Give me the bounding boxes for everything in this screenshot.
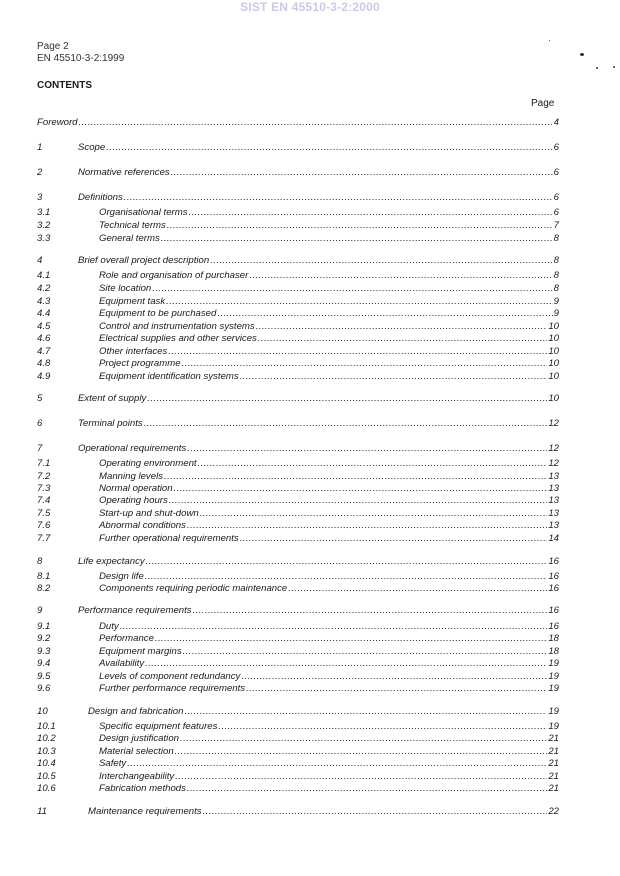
toc-row — [37, 656, 559, 669]
toc-title: Project programme — [99, 358, 181, 369]
toc-title: Specific equipment features — [99, 721, 218, 732]
toc-title: Material selection — [99, 746, 174, 757]
toc-entry — [78, 556, 559, 567]
toc-row — [37, 554, 559, 567]
toc-section-number: 4.9 — [37, 371, 51, 382]
toc-entry — [78, 418, 559, 429]
toc-leader-dots — [124, 192, 553, 203]
toc-page-number: 10 — [548, 393, 559, 404]
toc-section-number: 10.5 — [37, 771, 56, 782]
toc-title: Normative references — [78, 167, 170, 178]
toc-title: Further operational requirements — [99, 533, 239, 544]
toc-entry — [99, 658, 559, 669]
toc-section-number: 9.2 — [37, 633, 51, 644]
toc-section-number: 7.5 — [37, 508, 51, 519]
toc-page-number: 21 — [548, 758, 559, 769]
toc-leader-dots — [187, 520, 547, 531]
toc-page-number: 6 — [553, 142, 559, 153]
toc-title: Safety — [99, 758, 127, 769]
toc-title: Availability — [99, 658, 145, 669]
toc-page-number: 10 — [548, 358, 559, 369]
toc-page-number: 21 — [548, 733, 559, 744]
toc-leader-dots — [167, 220, 553, 231]
toc-title: Site location — [99, 283, 152, 294]
toc-title: Interchangeability — [99, 771, 175, 782]
toc-page-number: 13 — [548, 483, 559, 494]
toc-entry — [99, 233, 559, 244]
toc-title: Organisational terms — [99, 207, 188, 218]
toc-page-number: 12 — [548, 418, 559, 429]
toc-page-number: 13 — [548, 520, 559, 531]
toc-section-number: 3.3 — [37, 233, 51, 244]
toc-leader-dots — [147, 393, 547, 404]
toc-row — [37, 441, 559, 454]
toc-entry — [78, 393, 559, 404]
toc-leader-dots — [169, 495, 548, 506]
scan-speck — [549, 40, 550, 41]
toc-entry — [78, 167, 559, 178]
toc-row — [37, 115, 559, 128]
toc-entry — [88, 806, 559, 817]
toc-title: Maintenance requirements — [88, 806, 202, 817]
toc-title: Brief overall project description — [78, 255, 210, 266]
toc-leader-dots — [187, 443, 547, 454]
toc-leader-dots — [184, 706, 547, 717]
toc-section-number: 1 — [37, 142, 43, 153]
toc-page-number: 16 — [548, 605, 559, 616]
toc-section-number: 7.4 — [37, 495, 51, 506]
toc-row — [37, 369, 559, 382]
toc-entry — [99, 683, 559, 694]
toc-section-number: 4.6 — [37, 333, 51, 344]
toc-title: Life expectancy — [78, 556, 145, 567]
scan-speck — [596, 67, 598, 69]
toc-leader-dots — [288, 583, 547, 594]
toc-row — [37, 531, 559, 544]
toc-title: Other interfaces — [99, 346, 168, 357]
toc-row — [37, 518, 559, 531]
toc-section-number: 4.1 — [37, 270, 51, 281]
toc-section-number: 9 — [37, 605, 43, 616]
toc-row — [37, 205, 559, 218]
toc-page-number: 16 — [548, 556, 559, 567]
toc-section-number: 8.1 — [37, 571, 51, 582]
toc-section-number: 4.8 — [37, 358, 51, 369]
toc-section-number: 10.6 — [37, 783, 56, 794]
toc-page-number: 19 — [548, 706, 559, 717]
toc-entry — [78, 192, 559, 203]
toc-entry — [99, 758, 559, 769]
toc-section-number: 4 — [37, 255, 43, 266]
toc-section-number: 10.3 — [37, 746, 56, 757]
toc-entry — [99, 783, 559, 794]
toc-page-number: 22 — [548, 806, 559, 817]
toc-title: Technical terms — [99, 220, 166, 231]
toc-title: General terms — [99, 233, 160, 244]
toc-title: Performance requirements — [78, 605, 192, 616]
toc-entry — [99, 358, 559, 369]
toc-entry — [99, 207, 559, 218]
toc-title: Design and fabrication — [88, 706, 184, 717]
toc-entry — [99, 270, 559, 281]
toc-section-number: 4.7 — [37, 346, 51, 357]
toc-row — [37, 681, 559, 694]
toc-row — [37, 190, 559, 203]
toc-page-number: 21 — [548, 783, 559, 794]
toc-entry — [99, 371, 559, 382]
toc-leader-dots — [144, 418, 548, 429]
toc-section-number: 7.7 — [37, 533, 51, 544]
toc-entry — [99, 633, 559, 644]
toc-title: Control and instrumentation systems — [99, 321, 255, 332]
toc-leader-dots — [161, 233, 553, 244]
toc-page-number: 6 — [553, 167, 559, 178]
scan-speck — [613, 66, 615, 68]
toc-entry — [78, 142, 559, 153]
page-column-label: Page — [531, 98, 555, 109]
toc-leader-dots — [258, 333, 547, 344]
toc-leader-dots — [127, 758, 547, 769]
toc-section-number: 7.6 — [37, 520, 51, 531]
toc-row — [37, 704, 559, 717]
toc-title: Extent of supply — [78, 393, 147, 404]
toc-page-number: 16 — [548, 621, 559, 632]
toc-page-number: 18 — [548, 646, 559, 657]
toc-page-number: 4 — [553, 117, 559, 128]
toc-page-number: 21 — [548, 746, 559, 757]
toc-title: Operating environment — [99, 458, 197, 469]
toc-row — [37, 781, 559, 794]
toc-entry — [99, 333, 559, 344]
toc-row — [37, 281, 559, 294]
toc-section-number: 4.4 — [37, 308, 51, 319]
toc-entry — [99, 308, 559, 319]
toc-entry — [78, 255, 559, 266]
toc-title: Levels of component redundancy — [99, 671, 241, 682]
toc-section-number: 4.2 — [37, 283, 51, 294]
toc-entry — [37, 117, 559, 128]
toc-section-number: 9.5 — [37, 671, 51, 682]
toc-row — [37, 306, 559, 319]
toc-entry — [99, 495, 559, 506]
toc-title: Duty — [99, 621, 119, 632]
toc-page-number: 8 — [553, 233, 559, 244]
toc-entry — [99, 520, 559, 531]
toc-entry — [99, 733, 559, 744]
toc-leader-dots — [155, 633, 547, 644]
toc-section-number: 8 — [37, 556, 43, 567]
toc-title: Design life — [99, 571, 144, 582]
toc-title: Electrical supplies and other services — [99, 333, 257, 344]
toc-entry — [99, 283, 559, 294]
toc-title: Components requiring periodic maintenance — [99, 583, 288, 594]
toc-title: Manning levels — [99, 471, 163, 482]
toc-title: Performance — [99, 633, 154, 644]
toc-page-number: 8 — [553, 283, 559, 294]
toc-page-number: 16 — [548, 571, 559, 582]
toc-page-number: 21 — [548, 771, 559, 782]
toc-row — [37, 603, 559, 616]
toc-entry — [99, 458, 559, 469]
toc-page-number: 19 — [548, 658, 559, 669]
toc-title: Further performance requirements — [99, 683, 246, 694]
toc-page-number: 9 — [553, 296, 559, 307]
toc-row — [37, 218, 559, 231]
toc-page-number: 10 — [548, 321, 559, 332]
document-id: EN 45510-3-2:1999 — [37, 53, 125, 64]
toc-title: Design justification — [99, 733, 179, 744]
toc-title: Start-up and shut-down — [99, 508, 199, 519]
toc-section-number: 3.2 — [37, 220, 51, 231]
toc-page-number: 10 — [548, 346, 559, 357]
toc-page-number: 12 — [548, 443, 559, 454]
toc-leader-dots — [240, 371, 548, 382]
toc-row — [37, 581, 559, 594]
toc-section-number: 7.1 — [37, 458, 51, 469]
toc-section-number: 8.2 — [37, 583, 51, 594]
toc-section-number: 9.4 — [37, 658, 51, 669]
toc-leader-dots — [187, 783, 547, 794]
toc-page-number: 13 — [548, 508, 559, 519]
contents-heading: CONTENTS — [37, 80, 92, 91]
watermark: SIST EN 45510-3-2:2000 — [240, 0, 380, 14]
toc-row — [37, 456, 559, 469]
toc-page-number: 7 — [553, 220, 559, 231]
toc-leader-dots — [171, 167, 553, 178]
toc-section-number: 7 — [37, 443, 43, 454]
toc-section-number: 3 — [37, 192, 43, 203]
page-number: Page 2 — [37, 41, 69, 52]
toc-section-number: 7.3 — [37, 483, 51, 494]
toc-title: Definitions — [78, 192, 123, 203]
toc-section-number: 9.3 — [37, 646, 51, 657]
toc-page-number: 19 — [548, 671, 559, 682]
toc-section-number: 7.2 — [37, 471, 51, 482]
toc-section-number: 6 — [37, 418, 43, 429]
toc-row — [37, 165, 559, 178]
toc-page-number: 19 — [548, 683, 559, 694]
toc-page-number: 8 — [553, 270, 559, 281]
toc-section-number: 2 — [37, 167, 43, 178]
toc-row — [37, 731, 559, 744]
toc-title: Equipment identification systems — [99, 371, 239, 382]
toc-section-number: 4.5 — [37, 321, 51, 332]
toc-section-number: 10.1 — [37, 721, 56, 732]
toc-leader-dots — [79, 117, 553, 128]
toc-title: Abnormal conditions — [99, 520, 186, 531]
toc-leader-dots — [146, 556, 548, 567]
toc-page-number: 16 — [548, 583, 559, 594]
toc-row — [37, 391, 559, 404]
toc-title: Normal operation — [99, 483, 173, 494]
toc-page-number: 10 — [548, 333, 559, 344]
toc-row — [37, 631, 559, 644]
toc-entry — [99, 220, 559, 231]
toc-row — [37, 140, 559, 153]
toc-leader-dots — [180, 733, 547, 744]
toc-title: Foreword — [37, 117, 78, 128]
toc-page-number: 12 — [548, 458, 559, 469]
toc-page-number: 9 — [553, 308, 559, 319]
toc-title: Terminal points — [78, 418, 143, 429]
toc-row — [37, 493, 559, 506]
toc-entry — [78, 605, 559, 616]
toc-section-number: 10.2 — [37, 733, 56, 744]
toc-title: Fabrication methods — [99, 783, 186, 794]
toc-leader-dots — [152, 283, 552, 294]
toc-page-number: 8 — [553, 255, 559, 266]
toc-row — [37, 416, 559, 429]
toc-title: Scope — [78, 142, 106, 153]
toc-entry — [99, 583, 559, 594]
toc-page-number: 13 — [548, 471, 559, 482]
toc-title: Operating hours — [99, 495, 168, 506]
toc-title: Equipment margins — [99, 646, 182, 657]
toc-page-number: 13 — [548, 495, 559, 506]
toc-section-number: 10 — [37, 706, 48, 717]
toc-leader-dots — [203, 806, 548, 817]
toc-leader-dots — [210, 255, 552, 266]
toc-leader-dots — [193, 605, 548, 616]
toc-title: Equipment to be purchased — [99, 308, 217, 319]
toc-leader-dots — [198, 458, 548, 469]
toc-row — [37, 804, 559, 817]
toc-row — [37, 756, 559, 769]
toc-title: Role and organisation of purchaser — [99, 270, 249, 281]
toc-row — [37, 231, 559, 244]
toc-entry — [78, 443, 559, 454]
toc-leader-dots — [182, 358, 548, 369]
toc-leader-dots — [189, 207, 553, 218]
toc-leader-dots — [246, 683, 547, 694]
toc-title: Equipment task — [99, 296, 166, 307]
toc-page-number: 18 — [548, 633, 559, 644]
toc-page-number: 6 — [553, 192, 559, 203]
toc-section-number: 9.1 — [37, 621, 51, 632]
toc-leader-dots — [217, 308, 552, 319]
toc-section-number: 9.6 — [37, 683, 51, 694]
toc-entry — [88, 706, 559, 717]
toc-leader-dots — [145, 658, 547, 669]
toc-row — [37, 268, 559, 281]
toc-page-number: 19 — [548, 721, 559, 732]
toc-section-number: 10.4 — [37, 758, 56, 769]
toc-title: Operational requirements — [78, 443, 187, 454]
toc-section-number: 5 — [37, 393, 43, 404]
toc-page-number: 10 — [548, 371, 559, 382]
scan-speck — [580, 53, 584, 56]
toc-page-number: 14 — [548, 533, 559, 544]
toc-entry — [99, 533, 559, 544]
toc-row — [37, 331, 559, 344]
toc-section-number: 11 — [37, 806, 47, 817]
toc-leader-dots — [106, 142, 552, 153]
toc-section-number: 3.1 — [37, 207, 51, 218]
toc-page-number: 6 — [553, 207, 559, 218]
toc-section-number: 4.3 — [37, 296, 51, 307]
toc-row — [37, 356, 559, 369]
toc-leader-dots — [249, 270, 552, 281]
toc-leader-dots — [240, 533, 548, 544]
toc-row — [37, 253, 559, 266]
